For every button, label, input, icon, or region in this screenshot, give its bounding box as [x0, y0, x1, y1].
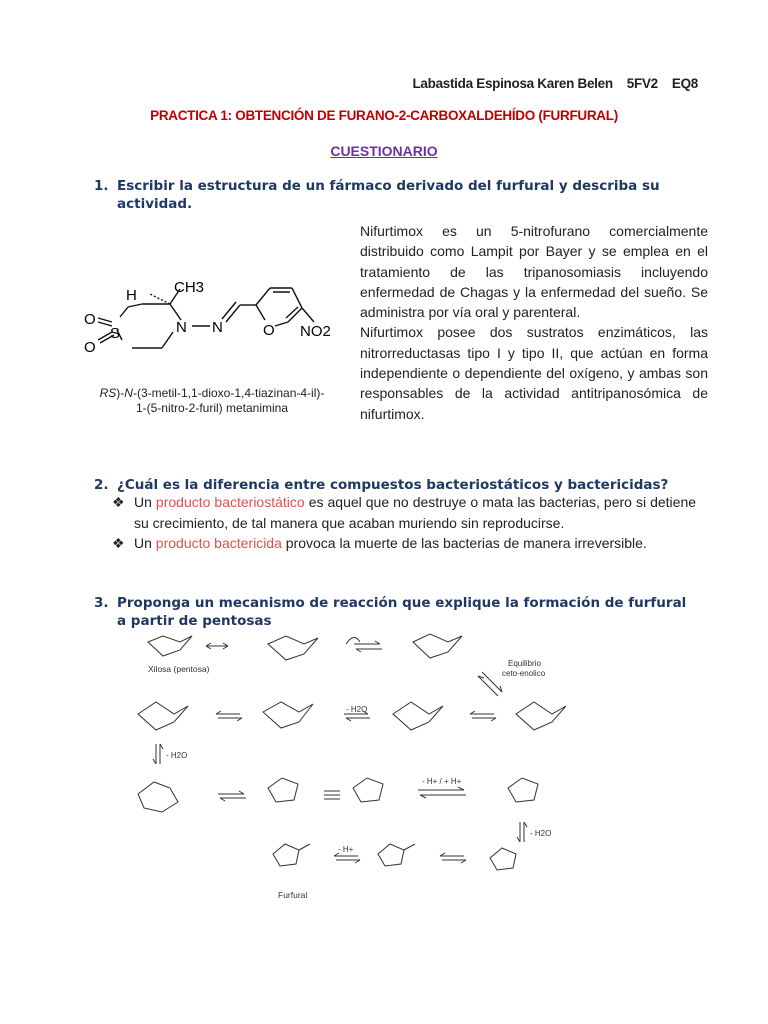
row4-ring-3 [490, 848, 516, 870]
label-water-2: - H2O [166, 751, 188, 760]
row2-ring-4 [516, 702, 566, 730]
page-title: PRACTICA 1: OBTENCIÓN DE FURANO-2-CARBOXALDEHÍDO (FURFURAL) [150, 108, 618, 123]
question-number: 1. [94, 178, 109, 194]
row4-ring-2 [378, 844, 404, 866]
caption-rs: RS [99, 386, 117, 400]
row3-ring-3 [353, 778, 383, 802]
label-equilibrio-1: Equilibrio [508, 659, 541, 668]
author-name: Labastida Espinosa Karen Belen [412, 76, 613, 91]
question-number: 3. [94, 595, 109, 611]
caption-line2: 1-(5-nitro-2-furil) metanimina [135, 401, 289, 415]
label-water-3: - H2O [530, 829, 552, 838]
author-team: EQ8 [671, 76, 698, 91]
atom-o-furan: O [263, 322, 275, 339]
row2-ring-1 [138, 702, 188, 730]
page-subtitle: CUESTIONARIO [330, 143, 438, 159]
label-water-1: - H2O [346, 705, 368, 714]
paragraph-2: Nifurtimox posee dos sustratos enzimáticos, las nitrorreductasas tipo I y tipo II, que actúan en forma independiente o dependiente del oxígeno, y ambas son responsables de la actividad antitripanosómica de nifurtimox. [360, 324, 708, 422]
label-proton-exchange: - H+ / + H+ [422, 777, 462, 786]
structure-caption: RS)-N-(3-metil-1,1-dioxo-1,4-tiazinan-4-il)- 1-(5-nitro-2-furil) metanimina [99, 386, 325, 415]
bullet-diamond-icon: ❖ [112, 535, 125, 551]
atom-ch3: CH3 [174, 279, 205, 296]
label-furfural: Furfural [278, 890, 308, 900]
row2-ring-2 [263, 702, 313, 728]
bullet-bactericidal: ❖ Un producto bactericida provoca la muerte de las bacterias de manera irreversible. [134, 533, 696, 554]
atom-o-top: O [84, 311, 96, 328]
question-text: Escribir la estructura de un fármaco derivado del furfural y describa su actividad. [117, 178, 660, 212]
question-1 [94, 177, 694, 213]
atom-o-bottom: O [84, 339, 96, 356]
atom-h: H [126, 287, 137, 304]
intermediate-ring-2 [413, 634, 462, 658]
nifurtimox-description [360, 221, 708, 424]
bullet-bacteriostatic: ❖ Un producto bacteriostático es aquel que no destruye o mata las bacterias, pero si detiene su crecimiento, de tal manera que acaban muriendo sin reproducirse. [112, 494, 697, 531]
atom-s: S [110, 325, 121, 342]
label-minus-h: - H+ [338, 845, 354, 854]
furfural-ring [273, 844, 299, 866]
term-bacteriostatic: producto bacteriostático [155, 494, 305, 510]
intermediate-ring-1 [268, 636, 318, 660]
atom-no2: NO2 [300, 323, 331, 340]
question-text: ¿Cuál es la diferencia entre compuestos bacteriostáticos y bactericidas? [117, 477, 669, 493]
bullet-diamond-icon: ❖ [112, 494, 125, 510]
caption-line1: -(3-metil-1,1-dioxo-1,4-tiazinan-4-il)- [132, 386, 325, 400]
row3-ring-2 [268, 778, 298, 802]
atom-n-ring: N [176, 319, 187, 336]
author-line [412, 76, 698, 91]
label-equilibrio-2: ceto-enolico [502, 669, 546, 678]
row3-ring-1 [138, 782, 178, 812]
term-bactericidal: producto bactericida [155, 535, 282, 551]
question-number: 2. [94, 477, 109, 493]
row3-ring-4 [508, 778, 538, 802]
author-group: 5FV2 [626, 76, 658, 91]
question-text: Proponga un mecanismo de reacción que explique la formación de furfural a partir de pentosas [117, 595, 687, 629]
xilosa-ring [148, 636, 192, 656]
atom-n-imine: N [212, 319, 223, 336]
mechanism-scheme [118, 622, 728, 912]
caption-n: N [124, 386, 133, 400]
row2-ring-3 [393, 702, 443, 730]
paragraph-1: Nifurtimox es un 5-nitrofurano comercialmente distribuido como Lampit por Bayer y se emplea en el tratamiento de las tripanosomiasis incluyendo enfermedad de Chagas y la enfermedad del sueño. Se administra por vía oral y parenteral. [360, 223, 708, 321]
nifurtimox-structure [70, 262, 360, 382]
label-xilosa: Xilosa (pentosa) [148, 664, 210, 674]
